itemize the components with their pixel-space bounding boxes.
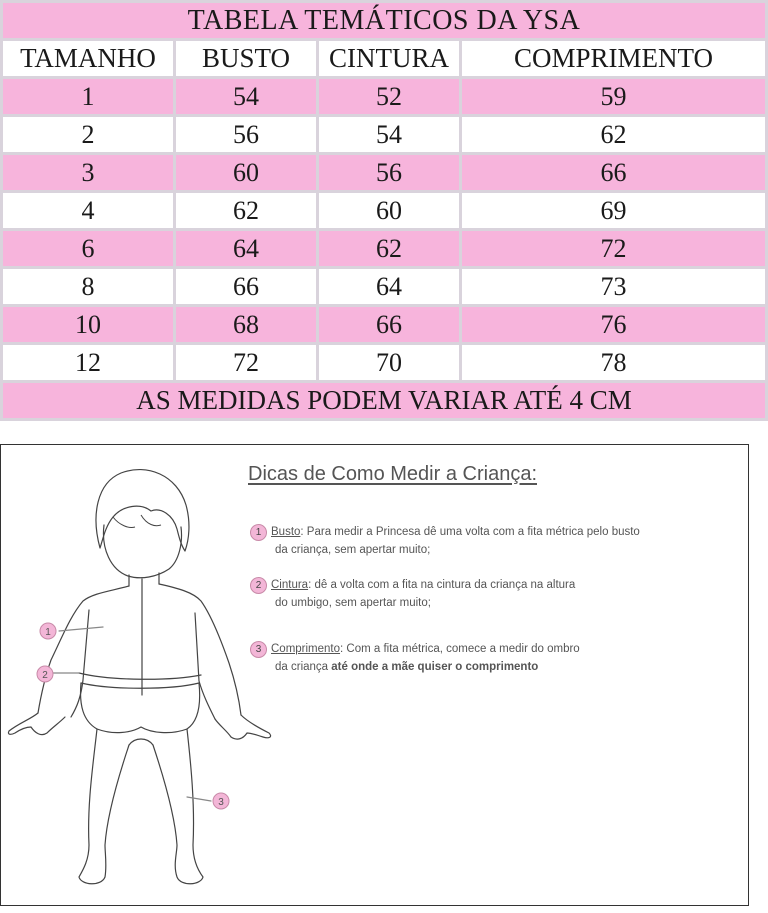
- table-row: [3, 231, 765, 266]
- marker-bust: [40, 623, 56, 639]
- tip-text: : dê a volta com a fita na cintura da criança na altura: [308, 579, 576, 591]
- cell-bust: 72: [176, 345, 316, 380]
- cell-bust: 54: [176, 79, 316, 114]
- header-size: TAMANHO: [3, 41, 173, 76]
- tip-number-badge: 1: [250, 524, 267, 541]
- cell-bust: 60: [176, 155, 316, 190]
- hair-outline: [96, 470, 189, 551]
- cell-size: 2: [3, 117, 173, 152]
- cell-size: 1: [3, 79, 173, 114]
- marker-length: [213, 793, 229, 809]
- table-footer-note: AS MEDIDAS PODEM VARIAR ATÉ 4 CM: [3, 383, 765, 418]
- cell-length: 69: [462, 193, 765, 228]
- table-title-row: [3, 3, 765, 38]
- cell-waist: 62: [319, 231, 459, 266]
- measuring-tips-panel: [0, 444, 749, 906]
- child-figure-illustration: [1, 445, 281, 905]
- tips-title: Dicas de Como Medir a Criança:: [248, 463, 537, 485]
- cell-size: 12: [3, 345, 173, 380]
- torso-outline: [38, 584, 241, 715]
- cell-size: 6: [3, 231, 173, 266]
- cell-length: 72: [462, 231, 765, 266]
- table-header-row: [3, 41, 765, 76]
- tip-text-bold: até onde a mãe quiser o comprimento: [331, 661, 539, 673]
- table-row: [3, 345, 765, 380]
- tip-text: : Com a fita métrica, comece a medir do ombro: [340, 643, 580, 655]
- marker-waist: [37, 666, 53, 682]
- cell-length: 62: [462, 117, 765, 152]
- table-row: [3, 307, 765, 342]
- tip-text-plain: da criança: [275, 661, 332, 673]
- legs-outline: [81, 683, 200, 733]
- table-row: [3, 193, 765, 228]
- table-row: [3, 117, 765, 152]
- tip-term: Cintura: [271, 579, 309, 591]
- cell-waist: 52: [319, 79, 459, 114]
- tip-number-badge: 3: [250, 641, 267, 658]
- cell-length: 78: [462, 345, 765, 380]
- tip-waist: [250, 576, 740, 612]
- table-row: [3, 155, 765, 190]
- tip-length: [250, 640, 740, 676]
- cell-waist: 54: [319, 117, 459, 152]
- header-waist: CINTURA: [319, 41, 459, 76]
- cell-waist: 70: [319, 345, 459, 380]
- cell-bust: 66: [176, 269, 316, 304]
- cell-length: 73: [462, 269, 765, 304]
- tip-term: Comprimento: [271, 643, 341, 655]
- cell-size: 8: [3, 269, 173, 304]
- cell-waist: 64: [319, 269, 459, 304]
- cell-size: 3: [3, 155, 173, 190]
- size-table: [0, 0, 768, 421]
- table-row: [3, 269, 765, 304]
- marker-length-label: 3: [218, 797, 224, 808]
- marker-bust-label: 1: [45, 627, 51, 638]
- face-outline: [103, 525, 181, 578]
- cell-bust: 64: [176, 231, 316, 266]
- cell-bust: 56: [176, 117, 316, 152]
- table-footer-row: [3, 383, 765, 418]
- tip-text-continued: [250, 658, 740, 676]
- tip-text: : Para medir a Princesa dê uma volta com a fita métrica pelo busto: [300, 526, 640, 538]
- cell-waist: 60: [319, 193, 459, 228]
- tip-text-continued: da criança, sem apertar muito;: [275, 544, 431, 556]
- tip-term: Busto: [271, 526, 301, 538]
- cell-bust: 62: [176, 193, 316, 228]
- header-bust: BUSTO: [176, 41, 316, 76]
- cell-length: 76: [462, 307, 765, 342]
- cell-size: 10: [3, 307, 173, 342]
- tip-number-badge: 2: [250, 577, 267, 594]
- table-row: [3, 79, 765, 114]
- tip-bust: [250, 523, 740, 559]
- cell-size: 4: [3, 193, 173, 228]
- cell-length: 59: [462, 79, 765, 114]
- cell-waist: 66: [319, 307, 459, 342]
- cell-waist: 56: [319, 155, 459, 190]
- marker-waist-label: 2: [42, 670, 48, 681]
- cell-length: 66: [462, 155, 765, 190]
- header-length: COMPRIMENTO: [462, 41, 765, 76]
- table-title: TABELA TEMÁTICOS DA YSA: [3, 3, 765, 38]
- tip-text-continued: do umbigo, sem apertar muito;: [275, 597, 431, 609]
- cell-bust: 68: [176, 307, 316, 342]
